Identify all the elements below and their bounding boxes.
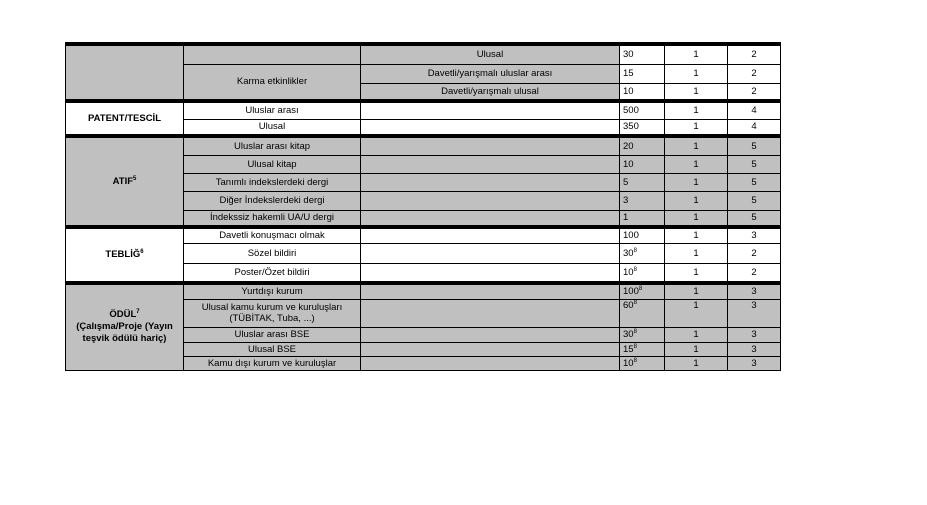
points-cell: 30: [620, 44, 665, 64]
type-cell: [361, 155, 620, 173]
type-cell: [361, 243, 620, 263]
group-cell: 2: [728, 243, 781, 263]
group-cell: 3: [728, 227, 781, 243]
subcategory-cell: Karma etkinlikler: [184, 64, 361, 101]
points-cell: 100: [620, 227, 665, 243]
subcategory-cell: Ulusal kitap: [184, 155, 361, 173]
count-cell: 1: [665, 136, 728, 155]
points-cell: $100^8$: [620, 283, 665, 299]
type-cell: [361, 136, 620, 155]
count-cell: 1: [665, 342, 728, 356]
type-cell: [361, 327, 620, 342]
count-cell: 1: [665, 210, 728, 227]
count-cell: 1: [665, 283, 728, 299]
subcategory-cell: İndekssiz hakemli UA/U dergi: [184, 210, 361, 227]
count-cell: 1: [665, 119, 728, 136]
type-cell: [361, 299, 620, 327]
count-cell: 1: [665, 327, 728, 342]
subcategory-cell: Ulusal kamu kurum ve kuruluşları (TÜBİTAK, Tuba, ...): [184, 299, 361, 327]
group-cell: 2: [728, 64, 781, 83]
group-cell: 5: [728, 155, 781, 173]
subcategory-cell: Uluslar arası: [184, 101, 361, 119]
count-cell: 1: [665, 191, 728, 210]
count-cell: 1: [665, 263, 728, 283]
count-cell: 1: [665, 299, 728, 327]
count-cell: 1: [665, 64, 728, 83]
group-cell: 4: [728, 119, 781, 136]
type-cell: [361, 283, 620, 299]
subcategory-cell: Kamu dışı kurum ve kuruluşlar: [184, 356, 361, 370]
group-cell: 2: [728, 44, 781, 64]
type-cell: Davetli/yarışmalı uluslar arası: [361, 64, 620, 83]
group-cell: 3: [728, 327, 781, 342]
points-cell: 350: [620, 119, 665, 136]
points-cell: $10^8$: [620, 356, 665, 370]
category-odul-note: (Çalışma/Proje (Yayın teşvik ödülü hariç): [76, 321, 173, 345]
category-atif: ATIF$^5$: [66, 136, 184, 227]
points-cell: $30^8$: [620, 327, 665, 342]
criteria-table: [65, 42, 781, 371]
subcategory-cell: Uluslar arası kitap: [184, 136, 361, 155]
subcategory-cell: [184, 44, 361, 64]
count-cell: 1: [665, 356, 728, 370]
points-cell: $10^8$: [620, 263, 665, 283]
points-cell: $15^8$: [620, 342, 665, 356]
points-cell: 3: [620, 191, 665, 210]
count-cell: 1: [665, 101, 728, 119]
group-cell: 5: [728, 191, 781, 210]
category-teblig: TEBLİĞ$^6$: [66, 227, 184, 283]
points-cell: $60^8$: [620, 299, 665, 327]
subcategory-cell: Diğer İndekslerdeki dergi: [184, 191, 361, 210]
group-cell: 3: [728, 299, 781, 327]
points-cell: 15: [620, 64, 665, 83]
group-cell: 3: [728, 283, 781, 299]
type-cell: [361, 356, 620, 370]
points-cell: $30^8$: [620, 243, 665, 263]
type-cell: [361, 101, 620, 119]
subcategory-cell: Uluslar arası BSE: [184, 327, 361, 342]
group-cell: 5: [728, 136, 781, 155]
subcategory-cell: Sözel bildiri: [184, 243, 361, 263]
count-cell: 1: [665, 227, 728, 243]
subcategory-cell: Poster/Özet bildiri: [184, 263, 361, 283]
group-cell: 3: [728, 356, 781, 370]
group-cell: 2: [728, 83, 781, 101]
count-cell: 1: [665, 83, 728, 101]
category-odul: ÖDÜL$^7$ (Çalışma/Proje (Yayın teşvik ödülü hariç): [66, 283, 184, 370]
subcategory-cell: Yurtdışı kurum: [184, 283, 361, 299]
count-cell: 1: [665, 44, 728, 64]
type-cell: [361, 227, 620, 243]
points-cell: 500: [620, 101, 665, 119]
type-cell: [361, 173, 620, 191]
points-cell: 5: [620, 173, 665, 191]
count-cell: 1: [665, 243, 728, 263]
subcategory-cell: Ulusal: [184, 119, 361, 136]
type-cell: [361, 119, 620, 136]
group-cell: 2: [728, 263, 781, 283]
type-cell: [361, 263, 620, 283]
category-cell-empty: [66, 44, 184, 101]
type-cell: Davetli/yarışmalı ulusal: [361, 83, 620, 101]
group-cell: 4: [728, 101, 781, 119]
category-patent: PATENT/TESCİL: [66, 101, 184, 136]
points-cell: 10: [620, 83, 665, 101]
points-cell: 1: [620, 210, 665, 227]
group-cell: 5: [728, 173, 781, 191]
count-cell: 1: [665, 173, 728, 191]
group-cell: 5: [728, 210, 781, 227]
points-cell: 20: [620, 136, 665, 155]
points-cell: 10: [620, 155, 665, 173]
subcategory-cell: Tanımlı indekslerdeki dergi: [184, 173, 361, 191]
type-cell: [361, 191, 620, 210]
type-cell: Ulusal: [361, 44, 620, 64]
subcategory-cell: Davetli konuşmacı olmak: [184, 227, 361, 243]
subcategory-cell: Ulusal BSE: [184, 342, 361, 356]
group-cell: 3: [728, 342, 781, 356]
type-cell: [361, 342, 620, 356]
count-cell: 1: [665, 155, 728, 173]
type-cell: [361, 210, 620, 227]
